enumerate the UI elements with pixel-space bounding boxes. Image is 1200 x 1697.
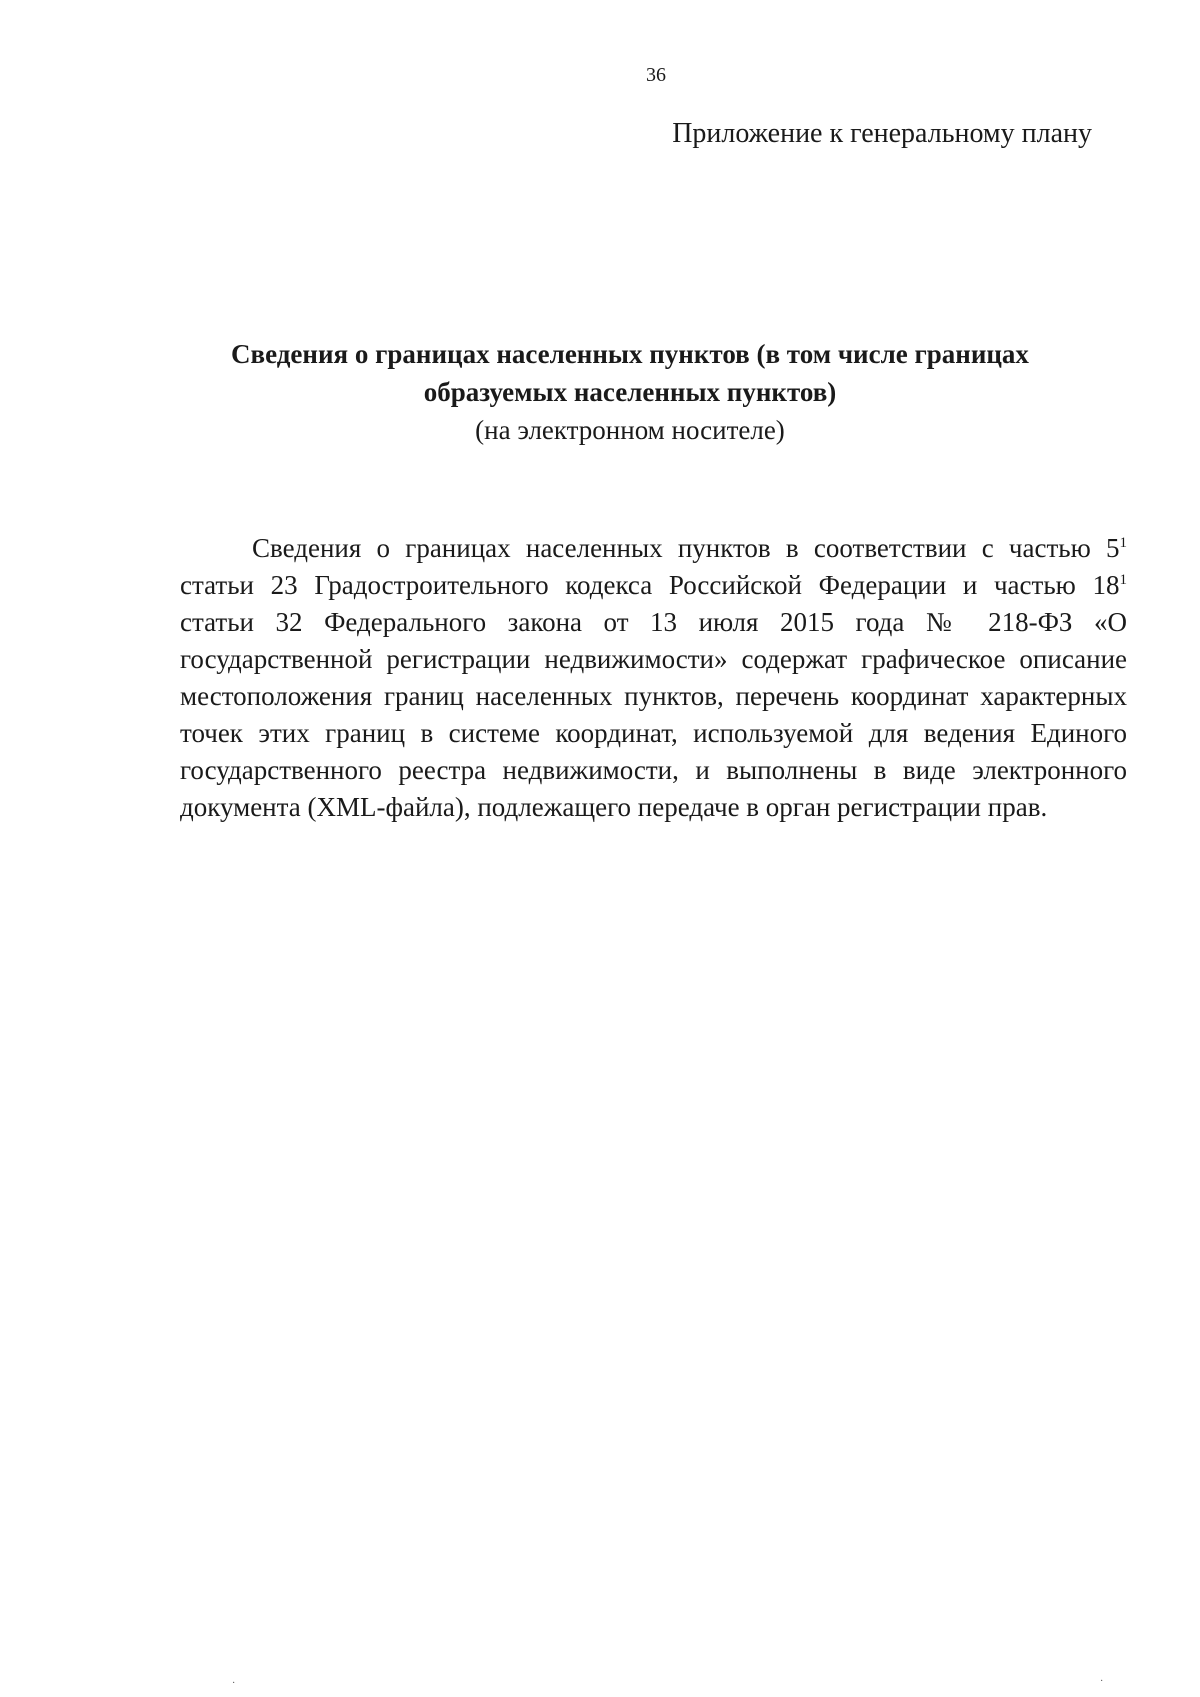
body-text-part-3: статьи 32 Федерального закона от 13 июля 2015 года № 218-ФЗ «О государственной регистрации недвижимости» содержат графическое описание местоположения границ населенных пунктов, перечень координат характерных точек этих границ в системе координат, используемой для ведения Единого государственного реестра недвижимости, и выполнены в виде электронного документа (XML-файла), подлежащего передаче в орган регистрации прав. — [180, 607, 1127, 822]
document-title-line-2: образуемых населенных пунктов) — [423, 377, 837, 407]
appendix-note: Приложение к генеральному плану — [672, 118, 1092, 149]
superscript-2: 1 — [1119, 572, 1127, 588]
superscript-1: 1 — [1119, 535, 1127, 551]
document-subtitle: (на электронном носителе) — [475, 415, 785, 445]
body-text-part-2: статьи 23 Градостроительного кодекса Российской Федерации и частью 18 — [180, 570, 1120, 600]
title-block — [160, 335, 1100, 449]
body-paragraph — [180, 530, 1127, 826]
page-number: 36 — [646, 64, 666, 86]
document-title-line-1: Сведения о границах населенных пунктов (в том числе границах — [231, 339, 1029, 369]
body-text-part-1: Сведения о границах населенных пунктов в соответствии с частью 5 — [252, 533, 1120, 563]
scan-dot-mark: · — [1100, 1676, 1104, 1687]
scan-dot-mark: · — [232, 1678, 236, 1689]
